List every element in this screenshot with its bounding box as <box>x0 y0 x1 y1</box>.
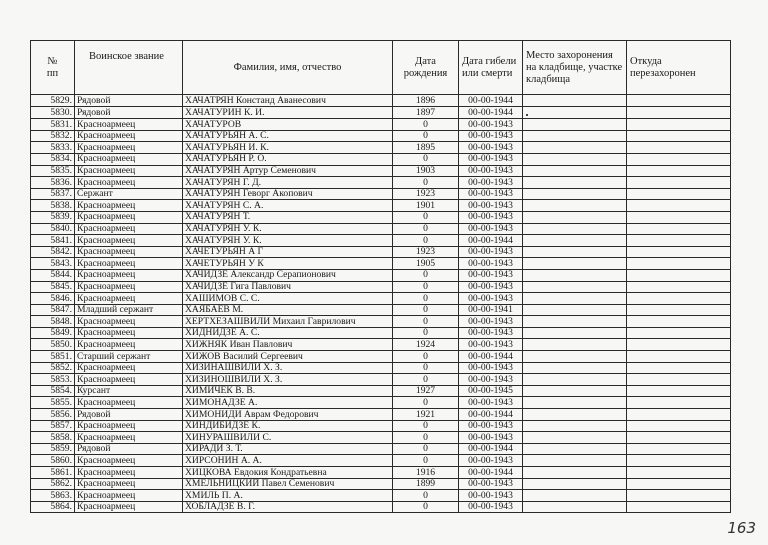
row-rank: Красноармеец <box>75 142 183 154</box>
row-reburied-from <box>627 351 731 363</box>
table-row <box>31 165 731 177</box>
table-row <box>31 293 731 305</box>
row-name: ХАЧАТУРОВ <box>183 119 393 131</box>
row-reburied-from <box>627 501 731 513</box>
header-birth-date: Дата рождения <box>393 41 459 95</box>
table-row <box>31 130 731 142</box>
row-name: ХЕРТХЕЗАШВИЛИ Михаил Гаврилович <box>183 316 393 328</box>
row-number: 5829. <box>31 95 75 107</box>
row-rank: Красноармеец <box>75 153 183 165</box>
row-number: 5847. <box>31 304 75 316</box>
row-birth-year: 1905 <box>393 258 459 270</box>
row-number: 5839. <box>31 211 75 223</box>
row-burial-place <box>523 478 627 490</box>
row-death-date: 00-00-1944 <box>459 443 523 455</box>
row-name: ХИЗИНОШВИЛИ Х. З. <box>183 374 393 386</box>
header-burial-place: Место захоронения на кладбище, участке кладбища <box>523 41 627 95</box>
row-birth-year: 0 <box>393 327 459 339</box>
row-rank: Рядовой <box>75 443 183 455</box>
row-birth-year: 0 <box>393 432 459 444</box>
row-name: ХАЧАТУРЬЯН А. С. <box>183 130 393 142</box>
row-burial-place <box>523 351 627 363</box>
row-burial-place <box>523 362 627 374</box>
row-reburied-from <box>627 304 731 316</box>
row-name: ХОБЛАДЗЕ В. Г. <box>183 501 393 513</box>
row-rank: Рядовой <box>75 106 183 119</box>
row-death-date: 00-00-1943 <box>459 188 523 200</box>
page-number: 163 <box>727 519 756 537</box>
row-death-date: 00-00-1943 <box>459 281 523 293</box>
table-row <box>31 478 731 490</box>
row-reburied-from <box>627 130 731 142</box>
table-row <box>31 316 731 328</box>
row-death-date: 00-00-1943 <box>459 362 523 374</box>
row-number: 5831. <box>31 119 75 131</box>
row-death-date: 00-00-1943 <box>459 490 523 502</box>
row-reburied-from <box>627 443 731 455</box>
row-death-date: 00-00-1943 <box>459 455 523 467</box>
row-death-date: 00-00-1943 <box>459 223 523 235</box>
row-death-date: 00-00-1944 <box>459 467 523 479</box>
row-death-date: 00-00-1943 <box>459 432 523 444</box>
row-death-date: 00-00-1943 <box>459 177 523 189</box>
header-rank: Воинское звание <box>75 41 183 95</box>
row-burial-place <box>523 269 627 281</box>
table-row <box>31 362 731 374</box>
row-death-date: 00-00-1943 <box>459 269 523 281</box>
row-name: ХАЧАТУРЬЯН Р. О. <box>183 153 393 165</box>
table-row <box>31 200 731 212</box>
row-rank: Рядовой <box>75 95 183 107</box>
row-number: 5843. <box>31 258 75 270</box>
row-burial-place <box>523 153 627 165</box>
row-reburied-from <box>627 327 731 339</box>
row-death-date: 00-00-1943 <box>459 142 523 154</box>
row-burial-place <box>523 223 627 235</box>
row-burial-place <box>523 467 627 479</box>
row-name: ХАЧАТУРЯН Артур Семенович <box>183 165 393 177</box>
row-rank: Старший сержант <box>75 351 183 363</box>
header-number: № пп <box>31 41 75 95</box>
row-number: 5855. <box>31 397 75 409</box>
row-name: ХАЧЕТУРЬЯН А Г <box>183 246 393 258</box>
row-burial-place <box>523 235 627 247</box>
row-birth-year: 1897 <box>393 106 459 119</box>
row-birth-year: 0 <box>393 153 459 165</box>
row-birth-year: 1916 <box>393 467 459 479</box>
row-number: 5849. <box>31 327 75 339</box>
row-burial-place <box>523 130 627 142</box>
row-death-date: 00-00-1943 <box>459 165 523 177</box>
row-number: 5861. <box>31 467 75 479</box>
row-number: 5830. <box>31 106 75 119</box>
row-burial-place <box>523 211 627 223</box>
table-row <box>31 177 731 189</box>
row-burial-place <box>523 455 627 467</box>
row-name: ХИРАДИ З. Т. <box>183 443 393 455</box>
table-row <box>31 119 731 131</box>
row-reburied-from <box>627 142 731 154</box>
row-number: 5832. <box>31 130 75 142</box>
row-number: 5842. <box>31 246 75 258</box>
table-row <box>31 142 731 154</box>
table-row <box>31 223 731 235</box>
row-burial-place <box>523 258 627 270</box>
row-name: ХАЧАТУРЯН Геворг Акопович <box>183 188 393 200</box>
row-number: 5859. <box>31 443 75 455</box>
row-rank: Красноармеец <box>75 467 183 479</box>
row-rank: Красноармеец <box>75 397 183 409</box>
row-rank: Красноармеец <box>75 235 183 247</box>
row-rank: Красноармеец <box>75 420 183 432</box>
row-birth-year: 0 <box>393 443 459 455</box>
row-burial-place <box>523 177 627 189</box>
row-burial-place <box>523 293 627 305</box>
row-reburied-from <box>627 177 731 189</box>
row-name: ХАЧАТУРЯН У. К. <box>183 223 393 235</box>
row-death-date: 00-00-1943 <box>459 200 523 212</box>
row-rank: Красноармеец <box>75 339 183 351</box>
row-birth-year: 0 <box>393 130 459 142</box>
table-row <box>31 258 731 270</box>
row-number: 5837. <box>31 188 75 200</box>
row-birth-year: 0 <box>393 420 459 432</box>
ink-mark <box>526 114 528 116</box>
row-number: 5833. <box>31 142 75 154</box>
row-reburied-from <box>627 339 731 351</box>
row-death-date: 00-00-1943 <box>459 258 523 270</box>
table-row <box>31 455 731 467</box>
row-rank: Красноармеец <box>75 130 183 142</box>
row-death-date: 00-00-1941 <box>459 304 523 316</box>
row-reburied-from <box>627 235 731 247</box>
row-birth-year: 0 <box>393 362 459 374</box>
row-birth-year: 0 <box>393 293 459 305</box>
row-birth-year: 0 <box>393 119 459 131</box>
row-rank: Красноармеец <box>75 177 183 189</box>
row-reburied-from <box>627 106 731 119</box>
table-row <box>31 339 731 351</box>
row-rank: Красноармеец <box>75 200 183 212</box>
row-birth-year: 0 <box>393 281 459 293</box>
table-row <box>31 246 731 258</box>
row-birth-year: 1899 <box>393 478 459 490</box>
row-reburied-from <box>627 223 731 235</box>
table-row <box>31 188 731 200</box>
row-burial-place <box>523 397 627 409</box>
row-name: ХАЯБАЕВ М. <box>183 304 393 316</box>
row-birth-year: 0 <box>393 223 459 235</box>
row-death-date: 00-00-1943 <box>459 397 523 409</box>
table-row <box>31 235 731 247</box>
row-number: 5862. <box>31 478 75 490</box>
row-rank: Красноармеец <box>75 455 183 467</box>
row-number: 5836. <box>31 177 75 189</box>
row-birth-year: 0 <box>393 490 459 502</box>
row-rank: Красноармеец <box>75 478 183 490</box>
row-burial-place <box>523 501 627 513</box>
row-reburied-from <box>627 211 731 223</box>
row-name: ХИНУРАШВИЛИ С. <box>183 432 393 444</box>
row-burial-place <box>523 374 627 386</box>
row-number: 5848. <box>31 316 75 328</box>
table-row <box>31 106 731 119</box>
row-reburied-from <box>627 478 731 490</box>
table-row <box>31 467 731 479</box>
row-reburied-from <box>627 432 731 444</box>
row-reburied-from <box>627 95 731 107</box>
row-reburied-from <box>627 165 731 177</box>
row-rank: Красноармеец <box>75 316 183 328</box>
table-row <box>31 409 731 421</box>
row-number: 5841. <box>31 235 75 247</box>
table-row <box>31 432 731 444</box>
row-burial-place <box>523 327 627 339</box>
row-rank: Красноармеец <box>75 327 183 339</box>
row-rank: Красноармеец <box>75 432 183 444</box>
row-number: 5846. <box>31 293 75 305</box>
row-number: 5844. <box>31 269 75 281</box>
row-burial-place <box>523 420 627 432</box>
row-burial-place <box>523 165 627 177</box>
table-row <box>31 420 731 432</box>
row-reburied-from <box>627 490 731 502</box>
row-rank: Красноармеец <box>75 211 183 223</box>
row-birth-year: 1896 <box>393 95 459 107</box>
table-row <box>31 397 731 409</box>
row-death-date: 00-00-1943 <box>459 339 523 351</box>
row-death-date: 00-00-1944 <box>459 351 523 363</box>
row-name: ХИМИЧЕК В. В. <box>183 385 393 397</box>
row-number: 5857. <box>31 420 75 432</box>
row-rank: Красноармеец <box>75 293 183 305</box>
row-rank: Красноармеец <box>75 246 183 258</box>
row-name: ХАЧАТУРЯН Г. Д. <box>183 177 393 189</box>
row-burial-place <box>523 119 627 131</box>
row-birth-year: 0 <box>393 177 459 189</box>
row-rank: Курсант <box>75 385 183 397</box>
table-row <box>31 351 731 363</box>
row-name: ХИДНИДЗЕ А. С. <box>183 327 393 339</box>
row-burial-place <box>523 106 627 119</box>
row-birth-year: 0 <box>393 269 459 281</box>
row-death-date: 00-00-1943 <box>459 316 523 328</box>
row-birth-year: 1923 <box>393 188 459 200</box>
row-birth-year: 1901 <box>393 200 459 212</box>
row-rank: Красноармеец <box>75 119 183 131</box>
row-death-date: 00-00-1944 <box>459 106 523 119</box>
row-burial-place <box>523 95 627 107</box>
row-death-date: 00-00-1944 <box>459 95 523 107</box>
table-row <box>31 374 731 386</box>
row-number: 5864. <box>31 501 75 513</box>
row-name: ХАЧИДЗЕ Гига Павлович <box>183 281 393 293</box>
row-burial-place <box>523 316 627 328</box>
row-name: ХАЧЕТУРЬЯН У К <box>183 258 393 270</box>
row-birth-year: 1923 <box>393 246 459 258</box>
row-name: ХАЧАТУРИН К. И. <box>183 106 393 119</box>
row-number: 5835. <box>31 165 75 177</box>
table-row <box>31 443 731 455</box>
row-birth-year: 0 <box>393 351 459 363</box>
row-burial-place <box>523 443 627 455</box>
row-reburied-from <box>627 153 731 165</box>
row-name: ХАЧАТУРЯН Т. <box>183 211 393 223</box>
row-reburied-from <box>627 385 731 397</box>
row-rank: Сержант <box>75 188 183 200</box>
row-number: 5834. <box>31 153 75 165</box>
row-reburied-from <box>627 281 731 293</box>
row-birth-year: 0 <box>393 374 459 386</box>
row-name: ХМЕЛЬНИЦКИЙ Павел Семенович <box>183 478 393 490</box>
row-reburied-from <box>627 409 731 421</box>
row-number: 5858. <box>31 432 75 444</box>
row-number: 5845. <box>31 281 75 293</box>
row-death-date: 00-00-1943 <box>459 327 523 339</box>
row-number: 5838. <box>31 200 75 212</box>
row-reburied-from <box>627 246 731 258</box>
row-burial-place <box>523 432 627 444</box>
row-reburied-from <box>627 362 731 374</box>
row-reburied-from <box>627 455 731 467</box>
row-burial-place <box>523 200 627 212</box>
row-name: ХАЧАТУРЯН У. К. <box>183 235 393 247</box>
row-number: 5850. <box>31 339 75 351</box>
row-name: ХИЗИНАШВИЛИ Х. З. <box>183 362 393 374</box>
row-name: ХИЖНЯК Иван Павлович <box>183 339 393 351</box>
row-name: ХИМОНИДИ Аврам Федорович <box>183 409 393 421</box>
row-rank: Рядовой <box>75 409 183 421</box>
table-row <box>31 304 731 316</box>
row-birth-year: 0 <box>393 455 459 467</box>
row-rank: Красноармеец <box>75 501 183 513</box>
header-death-date: Дата гибели или смерти <box>459 41 523 95</box>
row-name: ХИМОНАДЗЕ А. <box>183 397 393 409</box>
row-number: 5853. <box>31 374 75 386</box>
row-death-date: 00-00-1943 <box>459 293 523 305</box>
row-number: 5856. <box>31 409 75 421</box>
row-reburied-from <box>627 188 731 200</box>
row-birth-year: 0 <box>393 316 459 328</box>
row-burial-place <box>523 142 627 154</box>
table-header-row <box>31 41 731 95</box>
row-birth-year: 0 <box>393 397 459 409</box>
table-row <box>31 211 731 223</box>
row-birth-year: 0 <box>393 211 459 223</box>
table-row <box>31 281 731 293</box>
row-name: ХАЧИДЗЕ Александр Серапионович <box>183 269 393 281</box>
row-rank: Красноармеец <box>75 165 183 177</box>
row-death-date: 00-00-1943 <box>459 478 523 490</box>
row-death-date: 00-00-1945 <box>459 385 523 397</box>
row-name: ХАЧАТРЯН Констанд Аванесович <box>183 95 393 107</box>
row-reburied-from <box>627 316 731 328</box>
row-rank: Красноармеец <box>75 490 183 502</box>
header-name: Фамилия, имя, отчество <box>183 41 393 95</box>
row-rank: Красноармеец <box>75 269 183 281</box>
header-reburied-from: Откуда перезахоронен <box>627 41 731 95</box>
row-reburied-from <box>627 293 731 305</box>
table-row <box>31 327 731 339</box>
row-number: 5863. <box>31 490 75 502</box>
row-rank: Красноармеец <box>75 362 183 374</box>
row-reburied-from <box>627 467 731 479</box>
row-death-date: 00-00-1943 <box>459 130 523 142</box>
row-burial-place <box>523 339 627 351</box>
row-name: ХИРСОНИН А. А. <box>183 455 393 467</box>
row-rank: Красноармеец <box>75 281 183 293</box>
row-death-date: 00-00-1943 <box>459 153 523 165</box>
row-burial-place <box>523 409 627 421</box>
row-name: ХМИЛЬ П. А. <box>183 490 393 502</box>
row-reburied-from <box>627 374 731 386</box>
row-number: 5851. <box>31 351 75 363</box>
row-death-date: 00-00-1943 <box>459 420 523 432</box>
row-birth-year: 1924 <box>393 339 459 351</box>
row-rank: Младший сержант <box>75 304 183 316</box>
row-number: 5854. <box>31 385 75 397</box>
row-burial-place <box>523 188 627 200</box>
row-birth-year: 0 <box>393 304 459 316</box>
row-name: ХИНДИБИДЗЕ К. <box>183 420 393 432</box>
table-row <box>31 385 731 397</box>
row-birth-year: 1903 <box>393 165 459 177</box>
table-row <box>31 95 731 107</box>
row-name: ХАЧАТУРЬЯН И. К. <box>183 142 393 154</box>
row-death-date: 00-00-1943 <box>459 246 523 258</box>
row-reburied-from <box>627 269 731 281</box>
row-birth-year: 1927 <box>393 385 459 397</box>
row-birth-year: 1895 <box>393 142 459 154</box>
row-burial-place <box>523 385 627 397</box>
row-death-date: 00-00-1943 <box>459 119 523 131</box>
row-name: ХИЖОВ Василий Сергеевич <box>183 351 393 363</box>
table-row <box>31 490 731 502</box>
row-death-date: 00-00-1943 <box>459 374 523 386</box>
row-death-date: 00-00-1943 <box>459 211 523 223</box>
row-burial-place <box>523 304 627 316</box>
row-birth-year: 1921 <box>393 409 459 421</box>
row-birth-year: 0 <box>393 235 459 247</box>
burial-register-table <box>30 40 731 513</box>
row-name: ХАЧАТУРЯН С. А. <box>183 200 393 212</box>
row-reburied-from <box>627 258 731 270</box>
row-death-date: 00-00-1943 <box>459 501 523 513</box>
row-burial-place <box>523 246 627 258</box>
row-reburied-from <box>627 200 731 212</box>
row-number: 5860. <box>31 455 75 467</box>
row-burial-place <box>523 490 627 502</box>
row-reburied-from <box>627 397 731 409</box>
row-death-date: 00-00-1944 <box>459 409 523 421</box>
row-rank: Красноармеец <box>75 258 183 270</box>
table-row <box>31 501 731 513</box>
row-name: ХИЦКОВА Евдокия Кондратьевна <box>183 467 393 479</box>
row-birth-year: 0 <box>393 501 459 513</box>
row-death-date: 00-00-1944 <box>459 235 523 247</box>
table-row <box>31 153 731 165</box>
row-reburied-from <box>627 119 731 131</box>
row-number: 5840. <box>31 223 75 235</box>
row-reburied-from <box>627 420 731 432</box>
table-row <box>31 269 731 281</box>
row-burial-place <box>523 281 627 293</box>
row-rank: Красноармеец <box>75 374 183 386</box>
row-number: 5852. <box>31 362 75 374</box>
row-name: ХАШИМОВ С. С. <box>183 293 393 305</box>
row-rank: Красноармеец <box>75 223 183 235</box>
